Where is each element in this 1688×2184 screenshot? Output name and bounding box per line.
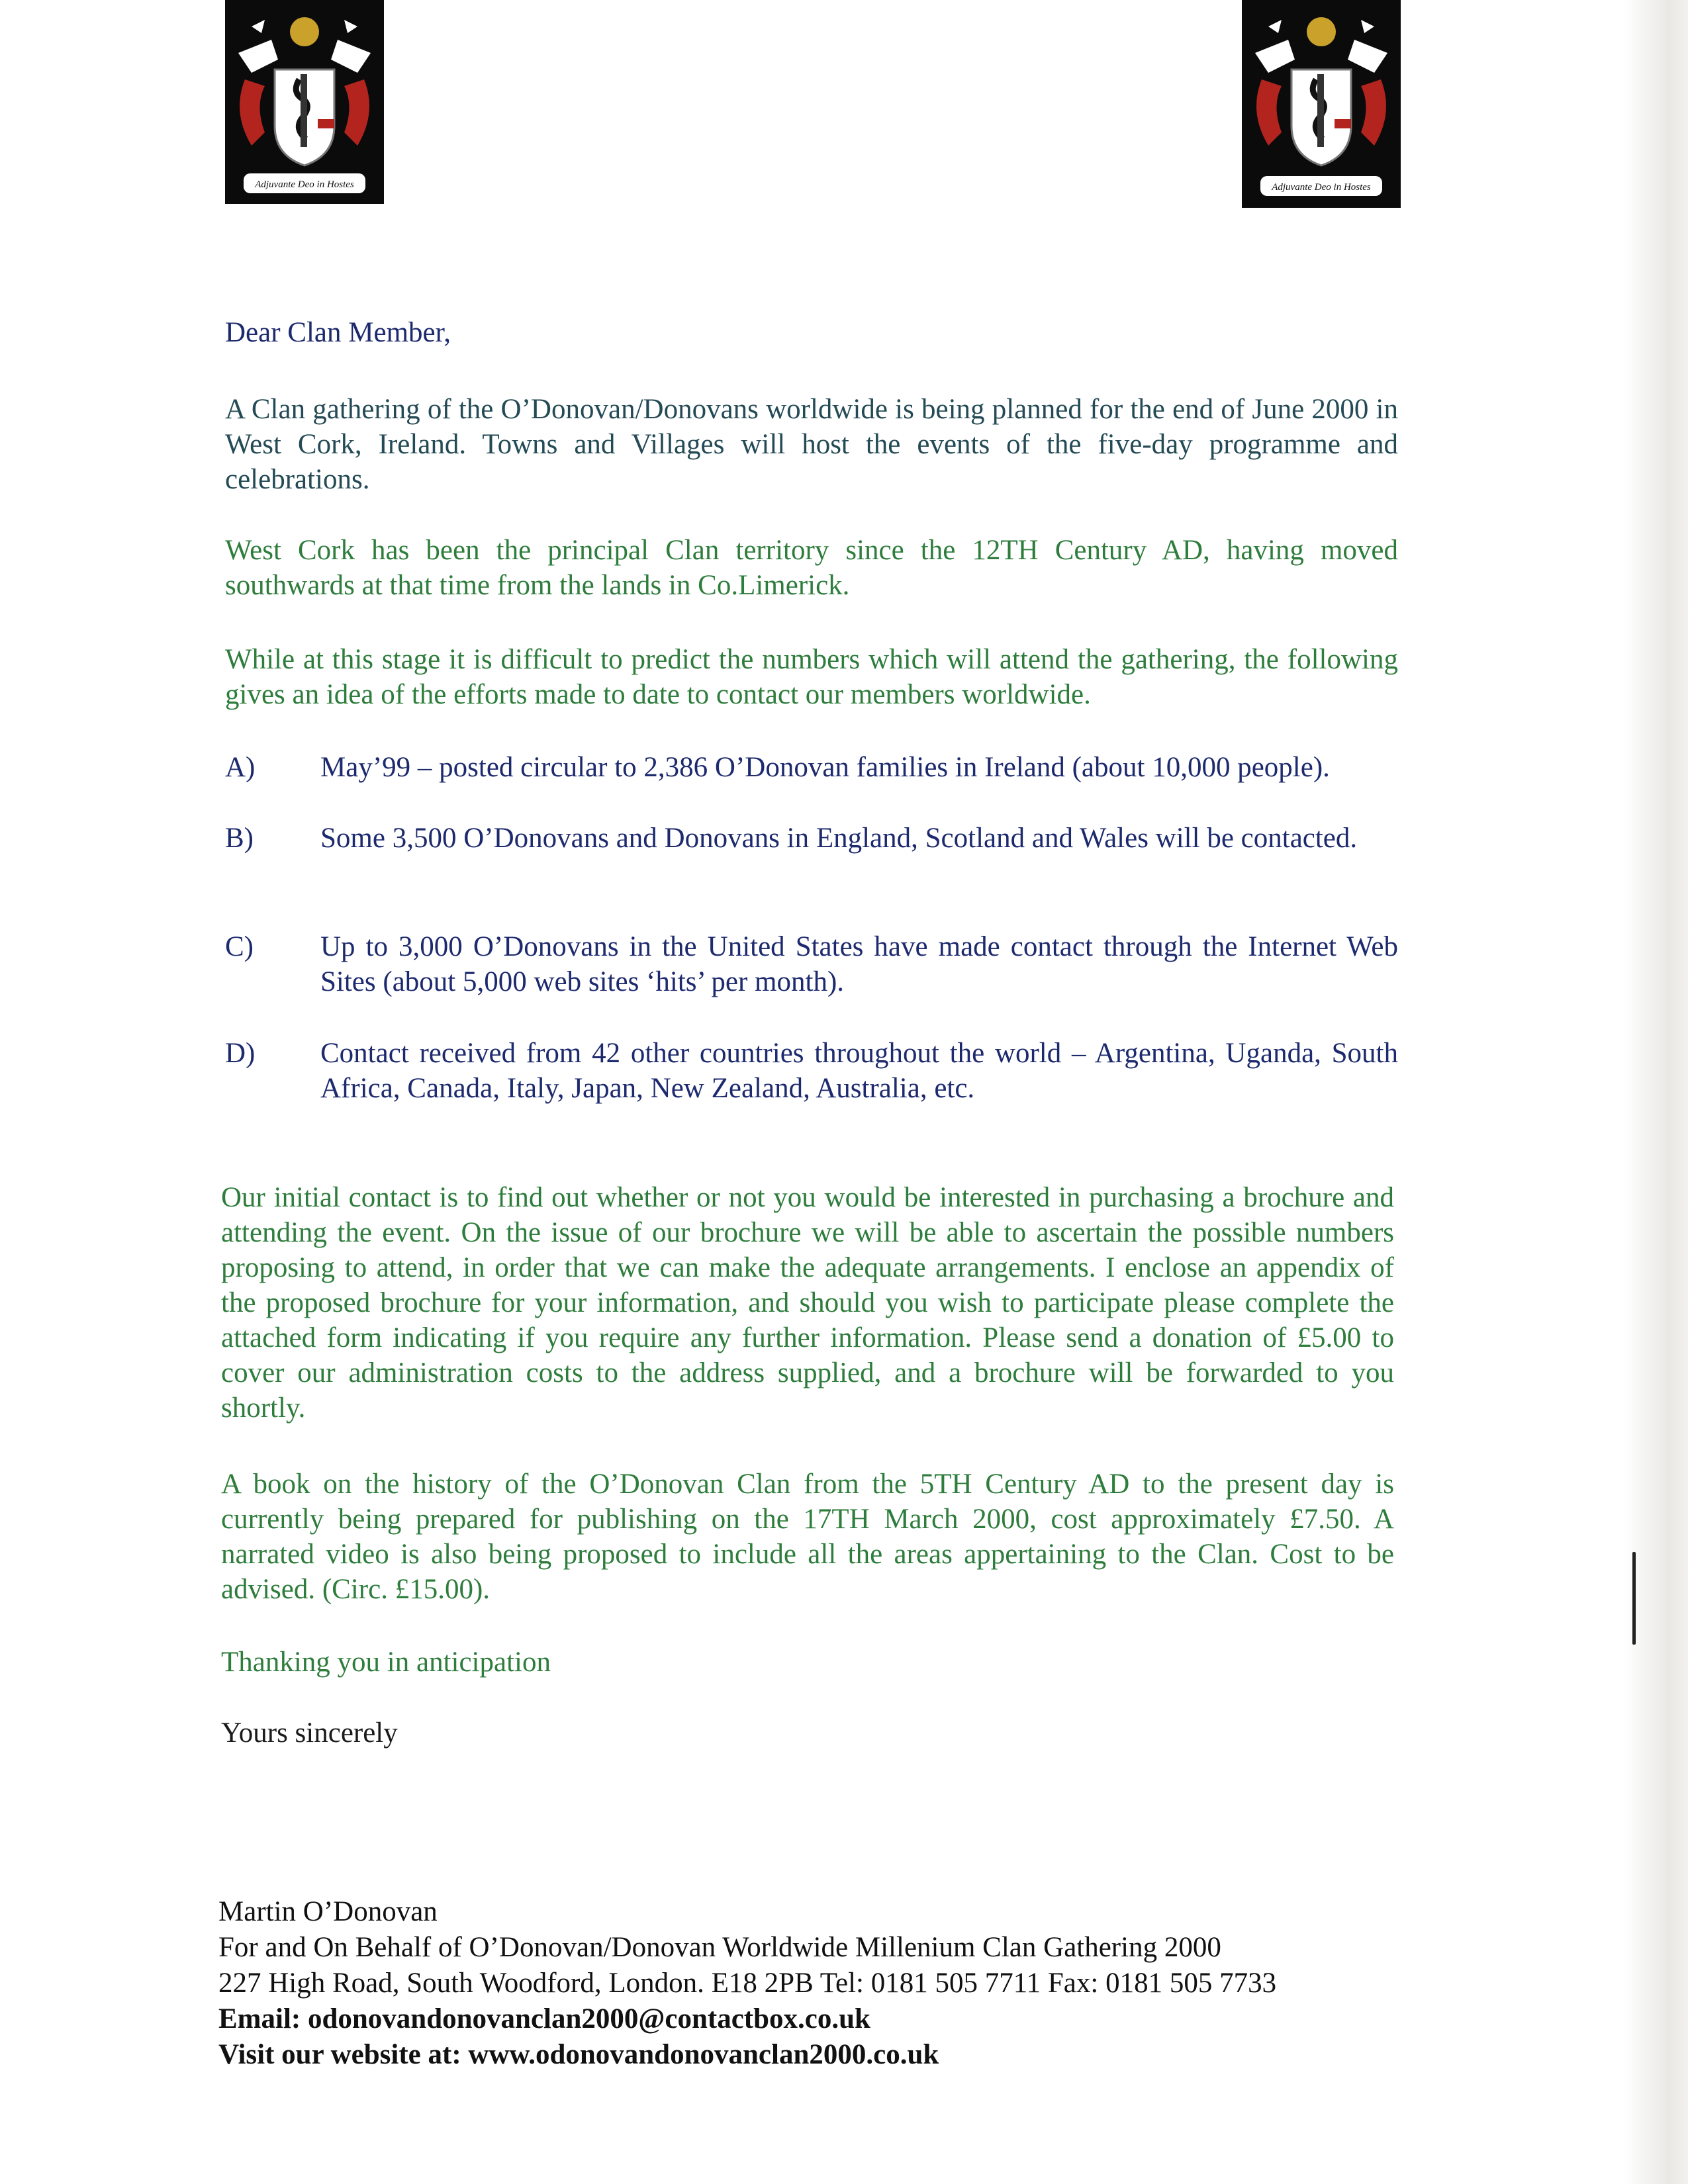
crest-emblem — [1242, 0, 1401, 208]
list-item-text: Contact received from 42 other countries throughout the world – Argentina, Uganda, South Africa, Canada, Italy, Japan, New Zealand, Australia, etc. — [320, 1038, 1398, 1104]
clan-crest-left — [225, 0, 384, 204]
list-item-text: Some 3,500 O’Donovans and Donovans in England, Scotland and Wales will be contacted. — [320, 823, 1358, 854]
list-item-letter: A) — [225, 752, 256, 783]
signature-behalf: For and On Behalf of O’Donovan/Donovan Worldwide Millenium Clan Gathering 2000 — [218, 1932, 1221, 1963]
list-item-letter: C) — [225, 931, 254, 962]
list-item-letter: B) — [225, 823, 254, 854]
list-item-text: May’99 – posted circular to 2,386 O’Donovan families in Ireland (about 10,000 people). — [320, 752, 1330, 783]
closing-line: Yours sincerely — [221, 1717, 398, 1749]
paragraph-territory: West Cork has been the principal Clan territory since the 12TH Century AD, having moved southwards at that time from the lands in Co.Limerick. — [225, 535, 1398, 601]
salutation: Dear Clan Member, — [225, 317, 451, 348]
crest-motto-left: Adjuvante Deo in Hostes — [255, 179, 354, 190]
list-item-text: Up to 3,000 O’Donovans in the United States have made contact through the Internet Web Sites (about 5,000 web sites ‘hits’ per month). — [320, 931, 1398, 997]
email-line: Email: odonovandonovanclan2000@contactbox.co.uk — [218, 2003, 870, 2034]
crest-motto-right: Adjuvante Deo in Hostes — [1272, 182, 1371, 193]
list-item-letter: D) — [225, 1038, 256, 1069]
crest-emblem — [225, 0, 384, 204]
website-line: Visit our website at: www.odonovandonovanclan2000.co.uk — [218, 2039, 939, 2070]
thanks-line: Thanking you in anticipation — [221, 1647, 551, 1678]
binding-mark — [1632, 1552, 1636, 1645]
paragraph-gathering: A Clan gathering of the O’Donovan/Donovans worldwide is being planned for the end of June 2000 in West Cork, Ireland. Towns and Villages will host the events of the five-day programme and celebrations. — [225, 394, 1398, 495]
page-edge — [1624, 0, 1688, 2184]
signature-name: Martin O’Donovan — [218, 1896, 438, 1927]
signature-address: 227 High Road, South Woodford, London. E18 2PB Tel: 0181 505 7711 Fax: 0181 505 7733 — [218, 1968, 1277, 1999]
clan-crest-right — [1242, 0, 1401, 208]
paragraph-book: A book on the history of the O’Donovan Clan from the 5TH Century AD to the present day is currently being prepared for publishing on the 17TH March 2000, cost approximately £7.50. A narrated video is also being proposed to include all the areas appertaining to the Clan. Cost to be advised. (Circ. £15.00). — [221, 1469, 1394, 1605]
paragraph-brochure: Our initial contact is to find out whether or not you would be interested in purchasing a brochure and attending the event. On the issue of our brochure we will be able to ascertain the possible numbers proposing to attend, in order that we can make the adequate arrangements. I enclose an appendix of the proposed brochure for your information, and should you wish to participate please complete the attached form indicating if you require any further information. Please send a donation of £5.00 to cover our administration costs to the address supplied, and a brochure will be forwarded to you shortly. — [221, 1182, 1394, 1424]
paragraph-contact-efforts: While at this stage it is difficult to predict the numbers which will attend the gathering, the following gives an idea of the efforts made to date to contact our members worldwide. — [225, 644, 1398, 710]
